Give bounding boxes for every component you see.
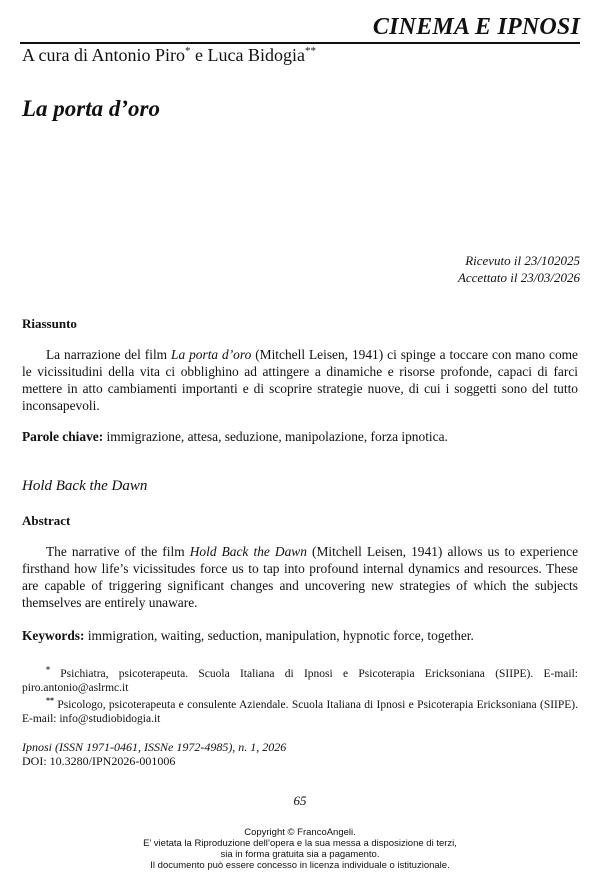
abstract-text-part: (Mitchell Leisen, 1941) allows us to experience firsthand how life’s vicissitudes force us to tap into profound internal dynamics and resources. These are capable of triggering significant changes and uncovering new strategies of which the subjects themselves are entirely unaware. xyxy=(22,544,579,610)
riassunto-text-part: (Mitchell Leisen, 1941) ci spinge a toccare con mano come le vicissitudini della vita ci obblighino ad attingere a dinamiche e risorse profonde, capaci di farci mettere in atto cambiamenti importanti e di scoprire strategie nuove, di cui i soggetti sono del tutto inconsapevoli. xyxy=(22,347,578,413)
riassunto-film-title: La porta d’oro xyxy=(171,347,252,362)
abstract-text-part: The narrative of the film xyxy=(46,544,190,559)
section-header xyxy=(20,14,580,44)
copyright-line: Copyright © FrancoAngeli. xyxy=(244,827,356,838)
riassunto-text-part: La narrazione del film xyxy=(46,347,172,362)
section-title: CINEMA E IPNOSI xyxy=(372,14,580,40)
copyright-line: Il documento può essere concesso in licenza individuale o istituzionale. xyxy=(150,860,450,871)
author-2: Luca Bidogia xyxy=(207,45,305,65)
editors-prefix: A cura di xyxy=(22,45,92,65)
footnote-1 xyxy=(22,663,578,695)
author-1: Antonio Piro xyxy=(91,45,186,65)
abstract-film-title: Hold Back the Dawn xyxy=(189,544,307,559)
author-2-footnote-mark: ** xyxy=(305,45,316,57)
received-date: Ricevuto il 23/102025 xyxy=(465,253,580,268)
accepted-date: Accettato il 23/03/2026 xyxy=(457,270,580,285)
riassunto-heading: Riassunto xyxy=(22,316,77,331)
keywords-label: Keywords: xyxy=(22,628,85,643)
editors-line xyxy=(22,45,316,66)
footnote-2-mark: ** xyxy=(46,696,54,705)
article-title: La porta d’oro xyxy=(22,96,160,121)
parole-chiave-text: immigrazione, attesa, seduzione, manipolazione, forza ipnotica. xyxy=(103,429,448,444)
journal-doi: DOI: 10.3280/IPN2026-001006 xyxy=(22,754,176,768)
page-number: 65 xyxy=(293,793,307,808)
journal-citation: Ipnosi (ISSN 1971-0461, ISSNe 1972-4985), n. 1, 2026 xyxy=(22,740,287,754)
dates-block xyxy=(458,252,580,286)
parole-chiave xyxy=(22,428,578,445)
footnote-1-mark: * xyxy=(46,665,50,674)
abstract-text xyxy=(22,543,578,611)
parole-chiave-label: Parole chiave: xyxy=(22,429,104,444)
journal-info xyxy=(22,740,286,768)
english-title: Hold Back the Dawn xyxy=(22,478,148,494)
keywords-text: immigration, waiting, seduction, manipulation, hypnotic force, together. xyxy=(84,628,474,643)
footnote-2-text: Psicologo, psicoterapeuta e consulente Aziendale. Scuola Italiana di Ipnosi e Psicoterapia Ericksoniana (SIIPE). E-mail: info@studiobidogia.it xyxy=(22,698,578,725)
author-1-footnote-mark: * xyxy=(185,45,191,57)
abstract-heading: Abstract xyxy=(22,513,71,528)
copyright-line: E’ vietata la Riproduzione dell’opera e la sua messa a disposizione di terzi, xyxy=(143,838,457,849)
keywords xyxy=(22,627,578,644)
copyright-line: sia in forma gratuita sia a pagamento. xyxy=(220,849,380,860)
copyright-notice xyxy=(0,827,600,871)
riassunto-text xyxy=(22,346,578,414)
footnote-2 xyxy=(22,694,578,726)
editors-joiner: e xyxy=(190,45,208,65)
footnote-1-text: Psichiatra, psicoterapeuta. Scuola Italiana di Ipnosi e Psicoterapia Ericksoniana (SIIPE). E-mail: piro.antonio@aslrmc.it xyxy=(22,667,578,694)
